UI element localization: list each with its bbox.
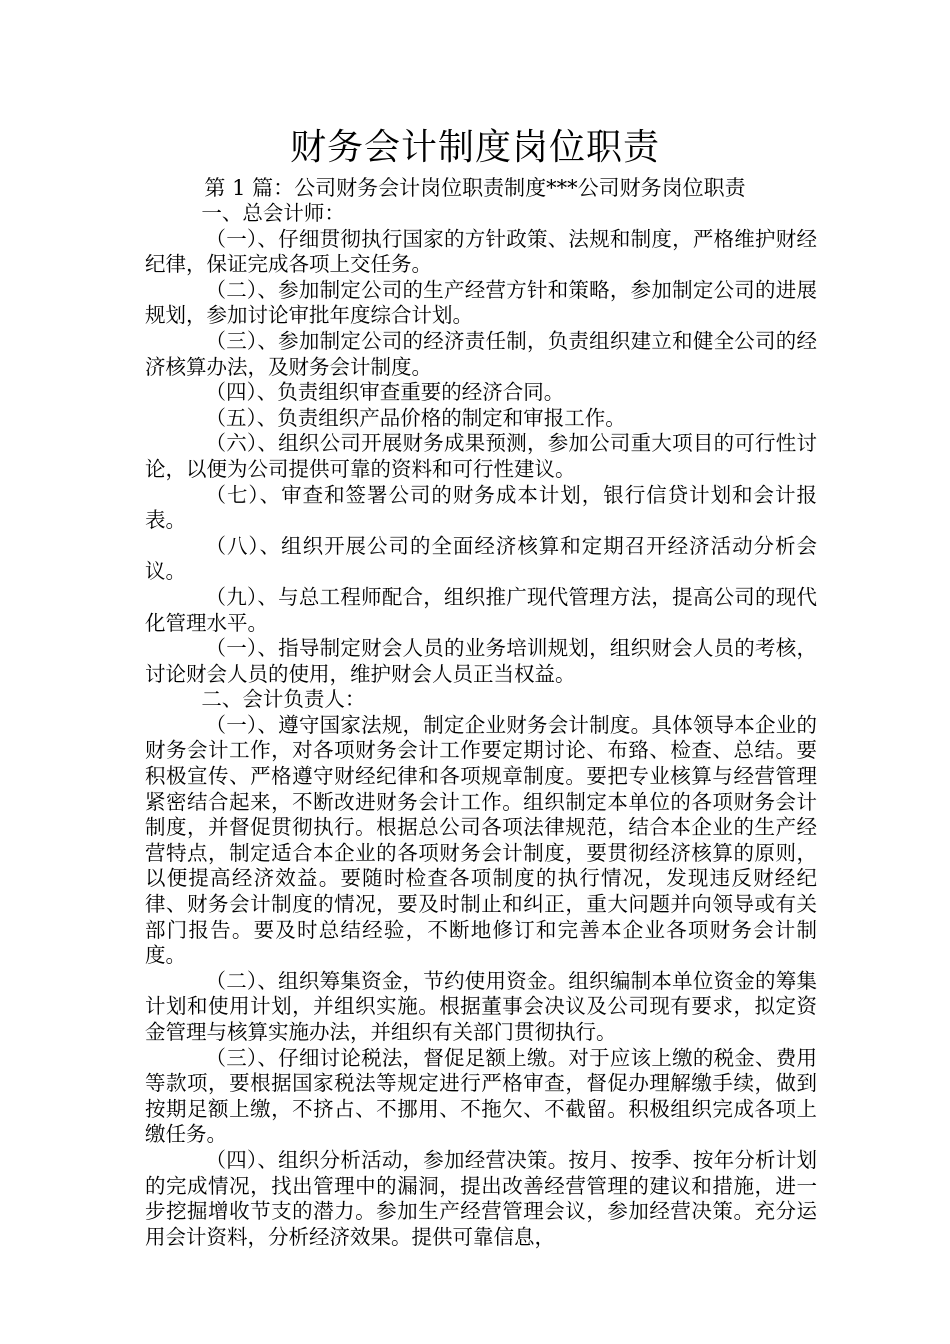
paragraph: （四）、负责组织审查重要的经济合同。 [205,380,565,405]
paragraph: （二）、组织筹集资金，节约使用资金。组织编制本单位资金的筹集计划和使用计划，并组织实施。根据董事会决议及公司现有要求，拟定资金管理与核算实施办法，并组织有关部门贯彻执行。 [145,968,817,1044]
paragraph: （一）、遵守国家法规，制定企业财务会计制度。具体领导本企业的财务会计工作，对各项财务会计工作要定期讨论、布臵、检查、总结。要积极宣传、严格遵守财经纪律和各项规章制度。要把专业核算与经营管理紧密结合起来，不断改进财务会计工作。组织制定本单位的各项财务会计制度，并督促贯彻执行。根据总公司各项法律规范，结合本企业的生产经营特点，制定适合本企业的各项财务会计制度，要贯彻经济核算的原则，以便提高经济效益。要随时检查各项制度的执行情况，发现违反财经纪律、财务会计制度的情况，要及时制止和纠正，重大问题并向领导或有关部门报告。要及时总结经验，不断地修订和完善本企业各项财务会计制度。 [145,712,817,968]
paragraph: （二）、参加制定公司的生产经营方针和策略，参加制定公司的进展规划，参加讨论审批年度综合计划。 [145,277,817,328]
document-subtitle: 第 1 篇：公司财务会计岗位职责制度***公司财务岗位职责 [204,176,746,200]
paragraph: （三）、参加制定公司的经济责任制，负责组织建立和健全公司的经济核算办法，及财务会计制度。 [145,328,817,379]
paragraph: （四）、组织分析活动，参加经营决策。按月、按季、按年分析计划的完成情况，找出管理中的漏洞，提出改善经营管理的建议和措施，进一步挖掘增收节支的潜力。参加生产经营管理会议，参加经营决策。充分运用会计资料，分析经济效果。提供可靠信息， [145,1147,817,1249]
section-heading: 一、总会计师： [201,201,345,225]
paragraph: （七）、审查和签署公司的财务成本计划，银行信贷计划和会计报表。 [145,482,817,533]
paragraph: （三）、仔细讨论税法，督促足额上缴。对于应该上缴的税金、费用等款项，要根据国家税法等规定进行严格审查，督促办理解缴手续，做到按期足额上缴，不挤占、不挪用、不拖欠、不截留。积极组织完成各项上缴任务。 [145,1045,817,1147]
paragraph: （五）、负责组织产品价格的制定和审报工作。 [205,405,626,430]
document-body [145,201,817,1250]
document-title: 财务会计制度岗位职责 [289,127,660,168]
paragraph: （八）、组织开展公司的全面经济核算和定期召开经济活动分析会议。 [145,533,817,584]
paragraph: （六）、组织公司开展财务成果预测，参加公司重大项目的可行性讨论，以便为公司提供可靠的资料和可行性建议。 [145,431,817,481]
section-heading: 二、会计负责人： [201,687,366,712]
paragraph: （一）、仔细贯彻执行国家的方针政策、法规和制度，严格维护财经纪律，保证完成各项上交任务。 [145,226,817,277]
paragraph: （一）、指导制定财会人员的业务培训规划，组织财会人员的考核，讨论财会人员的使用，维护财会人员正当权益。 [145,636,817,686]
paragraph: （九）、与总工程师配合，组织推广现代管理方法，提高公司的现代化管理水平。 [145,584,817,635]
